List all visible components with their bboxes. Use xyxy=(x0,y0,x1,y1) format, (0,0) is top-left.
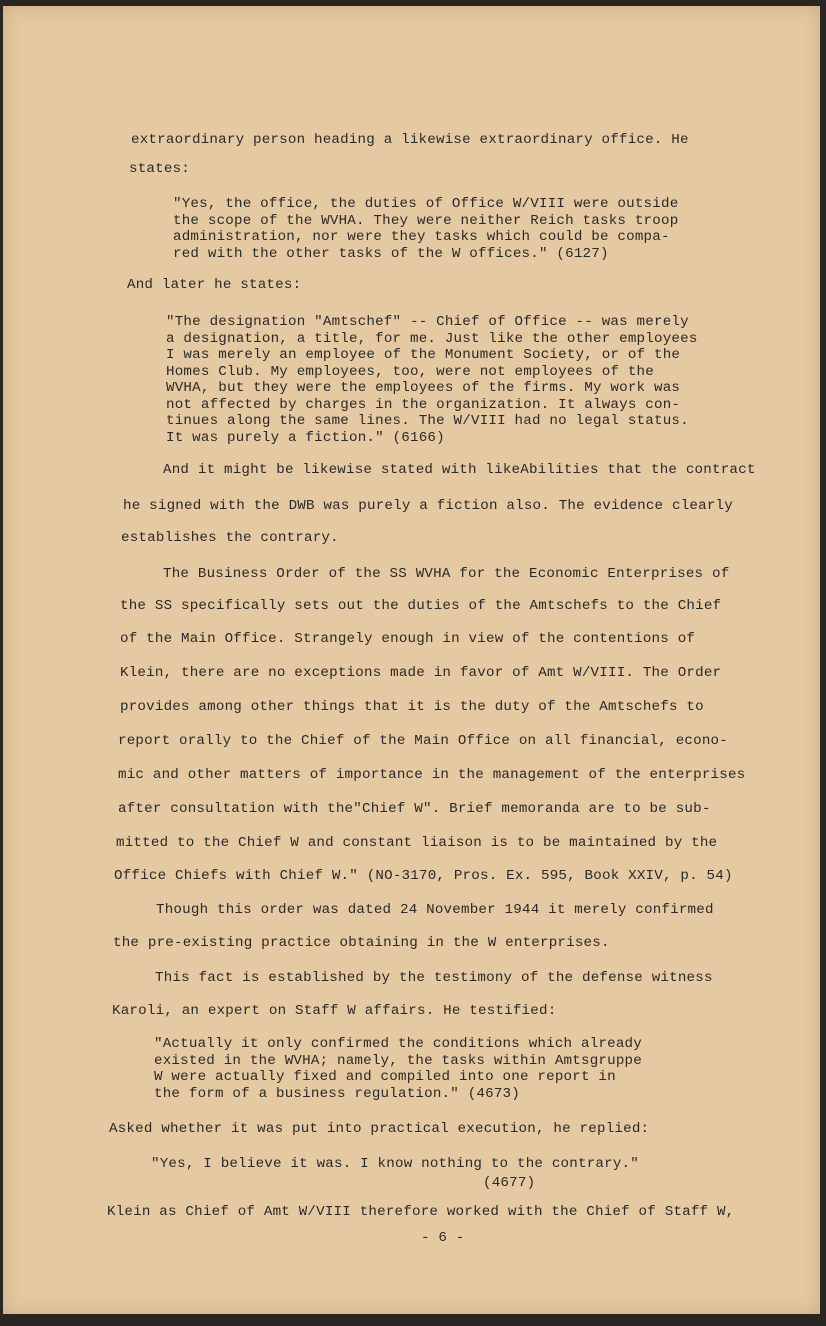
quote-3 xyxy=(154,1036,642,1102)
asked-line: Asked whether it was put into practical execution, he replied: xyxy=(109,1121,650,1137)
para2-line-8: after consultation with the"Chief W". Brief memoranda are to be sub- xyxy=(118,801,711,817)
para4-line-2: Karoli, an expert on Staff W affairs. He testified: xyxy=(112,1003,557,1019)
later-line: And later he states: xyxy=(127,277,302,293)
quote-2-line: It was purely a fiction." (6166) xyxy=(166,429,445,446)
para2-line-7: mic and other matters of importance in the management of the enterprises xyxy=(118,767,746,783)
quote-3-line: W were actually fixed and compiled into one report in xyxy=(154,1069,616,1085)
para3-line-2: the pre-existing practice obtaining in the W enterprises. xyxy=(113,935,610,951)
quote-2-line: WVHA, but they were the employees of the firms. My work was xyxy=(166,380,681,396)
para4-line-1: This fact is established by the testimony of the defense witness xyxy=(155,970,713,986)
para1-line-3: establishes the contrary. xyxy=(121,530,339,546)
quote-1-line: the scope of the WVHA. They were neither Reich tasks troop xyxy=(173,212,679,229)
para2-line-1: The Business Order of the SS WVHA for the Economic Enterprises of xyxy=(163,566,730,582)
closing-line: Klein as Chief of Amt W/VIII therefore worked with the Chief of Staff W, xyxy=(107,1204,735,1220)
para3-line-1: Though this order was dated 24 November 1944 it merely confirmed xyxy=(156,902,714,918)
quote-2-line: not affected by charges in the organization. It always con- xyxy=(166,396,681,413)
document-page xyxy=(3,6,820,1314)
quote-2-line: I was merely an employee of the Monument Society, or of the xyxy=(166,347,681,363)
quote-1 xyxy=(173,196,678,262)
para2-line-10: Office Chiefs with Chief W." (NO-3170, Pros. Ex. 595, Book XXIV, p. 54) xyxy=(114,868,733,884)
quote-4: "Yes, I believe it was. I know nothing to the contrary." xyxy=(151,1156,639,1172)
quote-4-citation: (4677) xyxy=(483,1175,536,1191)
quote-2-line: a designation, a title, for me. Just like the other employees xyxy=(166,330,698,347)
para2-line-3: of the Main Office. Strangely enough in view of the contentions of xyxy=(120,631,696,647)
page-number: - 6 - xyxy=(421,1230,465,1246)
quote-1-line: administration, nor were they tasks which could be compa- xyxy=(173,229,670,245)
quote-3-line: existed in the WVHA; namely, the tasks within Amtsgruppe xyxy=(154,1052,642,1069)
para2-line-2: the SS specifically sets out the duties of the Amtschefs to the Chief xyxy=(120,598,722,614)
quote-2-line: Homes Club. My employees, too, were not employees of the xyxy=(166,363,654,380)
para2-line-4: Klein, there are no exceptions made in favor of Amt W/VIII. The Order xyxy=(120,665,722,681)
para2-line-9: mitted to the Chief W and constant liaison is to be maintained by the xyxy=(116,835,718,851)
quote-2-line: tinues along the same lines. The W/VIII had no legal status. xyxy=(166,413,689,429)
para2-line-6: report orally to the Chief of the Main Office on all financial, econo- xyxy=(118,733,728,749)
quote-1-line: red with the other tasks of the W offices." (6127) xyxy=(173,245,609,262)
quote-3-line: "Actually it only confirmed the conditions which already xyxy=(154,1036,642,1052)
intro-line-2: states: xyxy=(129,161,190,177)
quote-2 xyxy=(166,314,698,446)
para1-line-2: he signed with the DWB was purely a fiction also. The evidence clearly xyxy=(123,498,733,514)
para2-line-5: provides among other things that it is the duty of the Amtschefs to xyxy=(120,699,704,715)
quote-3-line: the form of a business regulation." (4673) xyxy=(154,1085,520,1102)
quote-1-line: "Yes, the office, the duties of Office W/VIII were outside xyxy=(173,196,679,212)
para1-line-1: And it might be likewise stated with likeAbilities that the contract xyxy=(163,462,756,478)
quote-2-line: "The designation "Amtschef" -- Chief of Office -- was merely xyxy=(166,314,689,330)
intro-line-1: extraordinary person heading a likewise extraordinary office. He xyxy=(131,132,689,148)
